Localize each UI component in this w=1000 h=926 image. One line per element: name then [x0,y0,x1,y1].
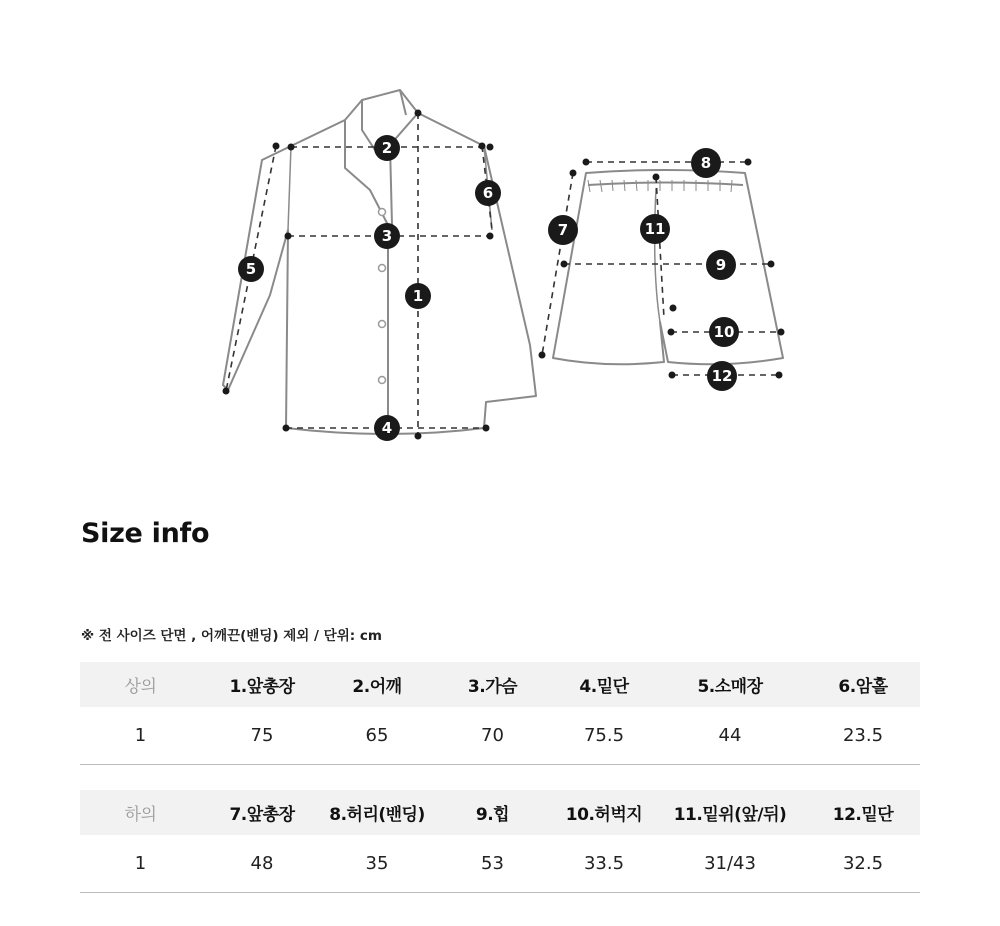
table-cell: 31/43 [654,835,806,893]
table-cell: 32.5 [806,835,920,893]
table-cell: 1 [80,835,201,893]
svg-text:1: 1 [412,287,424,305]
badge-12 [707,361,737,391]
column-header: 7.앞총장 [201,790,323,835]
top-size-table [80,662,920,765]
table-header-row [80,662,920,707]
column-header: 4.밑단 [554,662,654,707]
badge-6 [475,180,501,206]
table-cell: 48 [201,835,323,893]
column-header: 9.힙 [431,790,554,835]
svg-text:2: 2 [381,139,393,157]
table-header-row [80,790,920,835]
category-label: 하의 [80,790,201,835]
svg-text:10: 10 [713,323,735,341]
badge-2 [374,135,400,161]
column-header: 3.가슴 [431,662,554,707]
svg-text:12: 12 [711,367,733,385]
svg-text:7: 7 [557,221,569,239]
table-cell: 70 [431,707,554,765]
shorts-illustration [553,170,783,364]
column-header: 2.어깨 [323,662,431,707]
column-header: 6.암홀 [806,662,920,707]
badge-4 [374,415,400,441]
svg-text:9: 9 [715,256,727,274]
table-cell: 53 [431,835,554,893]
badge-11 [640,214,670,244]
column-header: 11.밑위(앞/뒤) [654,790,806,835]
column-header: 12.밑단 [806,790,920,835]
svg-text:4: 4 [381,419,393,437]
column-header: 8.허리(밴딩) [323,790,431,835]
category-label: 상의 [80,662,201,707]
page-title: Size info [81,518,210,549]
badge-1 [405,283,431,309]
table-cell: 1 [80,707,201,765]
badge-7 [548,215,578,245]
svg-text:6: 6 [482,184,494,202]
table-row [80,707,920,765]
table-cell: 23.5 [806,707,920,765]
badge-3 [374,223,400,249]
table-cell: 75 [201,707,323,765]
svg-text:3: 3 [381,227,393,245]
table-cell: 65 [323,707,431,765]
badge-9 [706,250,736,280]
measurement-note: ※ 전 사이즈 단면 , 어깨끈(밴딩) 제외 / 단위: cm [81,628,382,644]
svg-text:5: 5 [245,260,257,278]
svg-text:8: 8 [700,154,712,172]
table-cell: 44 [654,707,806,765]
table-cell: 75.5 [554,707,654,765]
column-header: 1.앞총장 [201,662,323,707]
table-cell: 33.5 [554,835,654,893]
table-row [80,835,920,893]
badge-8 [691,148,721,178]
badge-10 [709,317,739,347]
column-header: 10.허벅지 [554,790,654,835]
column-header: 5.소매장 [654,662,806,707]
bottom-size-table [80,790,920,893]
table-cell: 35 [323,835,431,893]
svg-text:11: 11 [644,220,666,238]
badge-5 [238,256,264,282]
